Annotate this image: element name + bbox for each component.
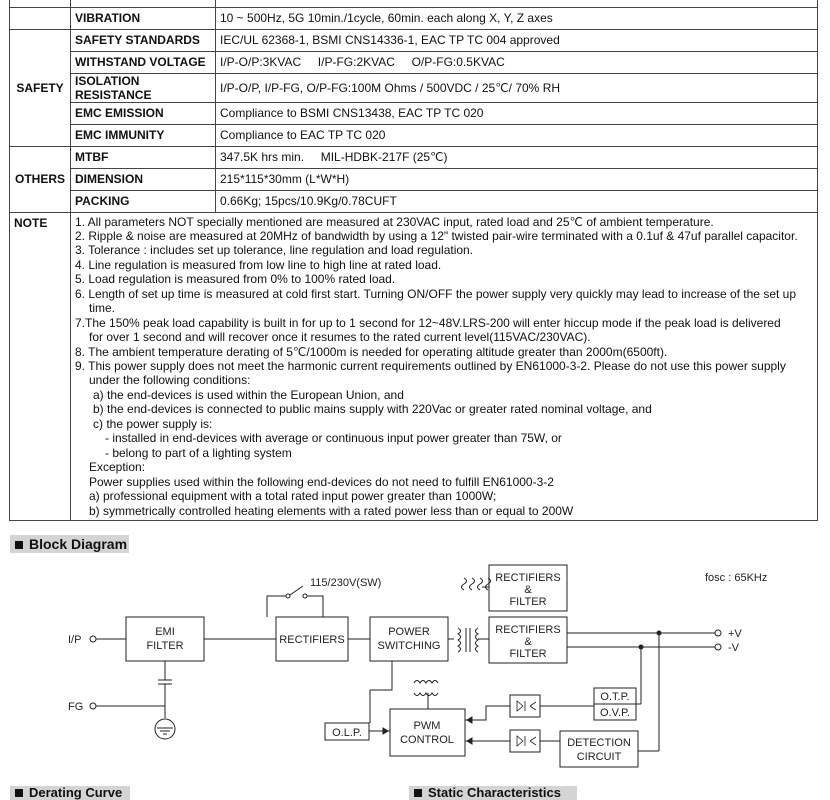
block-diagram-title: Block Diagram	[29, 536, 128, 552]
ovp-label: O.V.P.	[600, 707, 630, 719]
detection-label-1: DETECTION	[567, 737, 631, 749]
fosc-label: fosc : 65KHz	[705, 572, 768, 584]
ip-label: I/P	[68, 634, 82, 646]
detection-label-2: CIRCUIT	[576, 751, 622, 763]
spec-label-isolation-resistance: ISOLATION RESISTANCE	[71, 73, 216, 102]
note-label: NOTE	[10, 212, 71, 521]
ground-icon	[155, 719, 175, 739]
spec-value-withstand-voltage: I/P-O/P:3KVAC I/P-FG:2KVAC O/P-FG:0.5KVAC	[216, 51, 818, 73]
block-diagram-heading	[10, 535, 129, 553]
note-line: a) the end-devices is used within the European Union, and	[93, 387, 404, 402]
pwm-control-label-2: CONTROL	[400, 734, 454, 746]
fg-label: FG	[68, 701, 84, 713]
note-line: time.	[89, 301, 116, 316]
derating-curve-title: Derating Curve	[29, 785, 123, 800]
fg-terminal-icon	[90, 703, 96, 709]
spec-group-others: OTHERS	[10, 146, 71, 212]
power-switching-label-2: SWITCHING	[377, 640, 441, 652]
note-line: 2. Ripple & noise are measured at 20MHz of bandwidth by using a 12" twisted pair-wire terminated with a 0.1uf & 47uf parallel capacitor.	[75, 228, 798, 243]
spec-value-vibration: 10 ~ 500Hz, 5G 10min./1cycle, 60min. each along X, Y, Z axes	[216, 7, 818, 29]
spec-label-withstand-voltage: WITHSTAND VOLTAGE	[71, 51, 216, 73]
spec-label-mtbf: MTBF	[71, 146, 216, 168]
emi-filter-label-1: EMI	[155, 626, 175, 638]
pwm-control-box	[390, 709, 465, 756]
note-line: - installed in end-devices with average or continuous input power greater than 75W, or	[105, 431, 562, 446]
block-diagram	[0, 555, 830, 785]
main-rf-label-2: FILTER	[509, 648, 547, 660]
otp-label: O.T.P.	[600, 691, 630, 703]
static-characteristics-heading	[409, 786, 577, 800]
main-rf-label-amp: &	[524, 636, 532, 648]
spec-cell-empty	[10, 0, 71, 7]
note-line: 8. The ambient temperature derating of 5℃/1000m is needed for operating altitude greater than 2000m(6500ft).	[75, 344, 668, 359]
note-line: 6. Length of set up time is measured at cold first start. Turning ON/OFF the power supply very quickly may lead to increase of the set up	[75, 286, 797, 301]
note-line: 3. Tolerance : includes set up tolerance, line regulation and load regulation.	[75, 243, 474, 258]
pwm-transformer-icon	[414, 681, 438, 696]
spec-value-mtbf: 347.5K hrs min. MIL-HDBK-217F (25℃)	[216, 146, 818, 168]
note-line: - belong to part of a lighting system	[105, 445, 292, 460]
note-line: Power supplies used within the following end-devices do not need to fulfill EN61000-3-2	[89, 474, 554, 489]
vminus-label: -V	[728, 642, 739, 654]
note-line: Exception:	[89, 460, 146, 475]
transformer-icon	[458, 628, 478, 652]
heading-square-icon	[15, 789, 23, 797]
heading-square-icon	[15, 541, 23, 549]
note-line: 7.The 150% peak load capability is built in for up to 1 second for 12~48V.LRS-200 will enter hiccup mode if the peak load is delivered	[75, 315, 781, 330]
note-line: 5. Load regulation is measured from 0% to 100% rated load.	[75, 272, 396, 287]
note-line: a) professional equipment with a total rated input power greater than 1000W;	[89, 489, 497, 504]
emi-filter-label-2: FILTER	[146, 640, 184, 652]
emi-filter-box	[126, 617, 204, 661]
spec-value-packing: 0.66Kg; 15pcs/10.9Kg/0.78CUFT	[216, 190, 818, 212]
note-line: b) symmetrically controlled heating elements with a rated power less than or equal to 200W	[89, 503, 574, 518]
spec-group-safety: SAFETY	[10, 29, 71, 146]
ip-terminal-icon	[90, 636, 96, 642]
spec-group-blank	[10, 7, 71, 29]
spec-value-emc-immunity: Compliance to EAC TP TC 020	[216, 124, 818, 146]
spec-label-vibration: VIBRATION	[71, 7, 216, 29]
spec-label-emc-emission: EMC EMISSION	[71, 102, 216, 124]
note-line: 9. This power supply does not meet the harmonic current requirements outlined by EN61000-3-2. Please do not use this power supply	[75, 359, 786, 374]
main-rf-label-1: RECTIFIERS	[495, 624, 561, 636]
rectifiers-label: RECTIFIERS	[279, 634, 345, 646]
note-line: 1. All parameters NOT specially mentioned are measured at 230VAC input, rated load and 25℃ of ambient temperature.	[75, 214, 714, 229]
pwm-control-label-1: PWM	[413, 720, 441, 732]
static-characteristics-title: Static Characteristics	[428, 785, 561, 800]
note-line: b) the end-devices is connected to public mains supply with 220Vac or greater rated nominal voltage, and	[93, 402, 652, 417]
spec-value-isolation-resistance: I/P-O/P, I/P-FG, O/P-FG:100M Ohms / 500VDC / 25℃/ 70% RH	[216, 73, 818, 102]
spec-value-emc-emission: Compliance to BSMI CNS13438, EAC TP TC 020	[216, 102, 818, 124]
aux-winding-icon	[462, 578, 491, 590]
aux-rf-label-1: RECTIFIERS	[495, 572, 561, 584]
aux-rf-label-2: FILTER	[509, 596, 547, 608]
vminus-terminal-icon	[715, 644, 721, 650]
spec-label-packing: PACKING	[71, 190, 216, 212]
derating-curve-heading	[10, 786, 130, 800]
aux-rf-label-amp: &	[524, 584, 532, 596]
power-switching-label-1: POWER	[388, 626, 430, 638]
olp-label: O.L.P.	[332, 727, 362, 739]
spec-label-emc-immunity: EMC IMMUNITY	[71, 124, 216, 146]
notes-list	[71, 212, 818, 521]
spec-label-safety-standards: SAFETY STANDARDS	[71, 29, 216, 51]
vplus-terminal-icon	[715, 630, 721, 636]
note-line: 4. Line regulation is measured from low line to high line at rated load.	[75, 257, 442, 272]
spec-value-dimension: 215*115*30mm (L*W*H)	[216, 168, 818, 190]
vplus-label: +V	[728, 628, 742, 640]
spec-label-dimension: DIMENSION	[71, 168, 216, 190]
switch-label: 115/230V(SW)	[310, 577, 382, 589]
heading-square-icon	[414, 789, 422, 797]
spec-value-safety-standards: IEC/UL 62368-1, BSMI CNS14336-1, EAC TP TC 004 approved	[216, 29, 818, 51]
power-switching-box	[370, 617, 448, 661]
note-line: for over 1 second and will recover once it resumes to the rated current level(115VAC/230VAC).	[89, 330, 591, 345]
note-line: c) the power supply is:	[93, 416, 213, 431]
note-line: under the following conditions:	[89, 373, 251, 388]
spec-table	[9, 0, 818, 521]
